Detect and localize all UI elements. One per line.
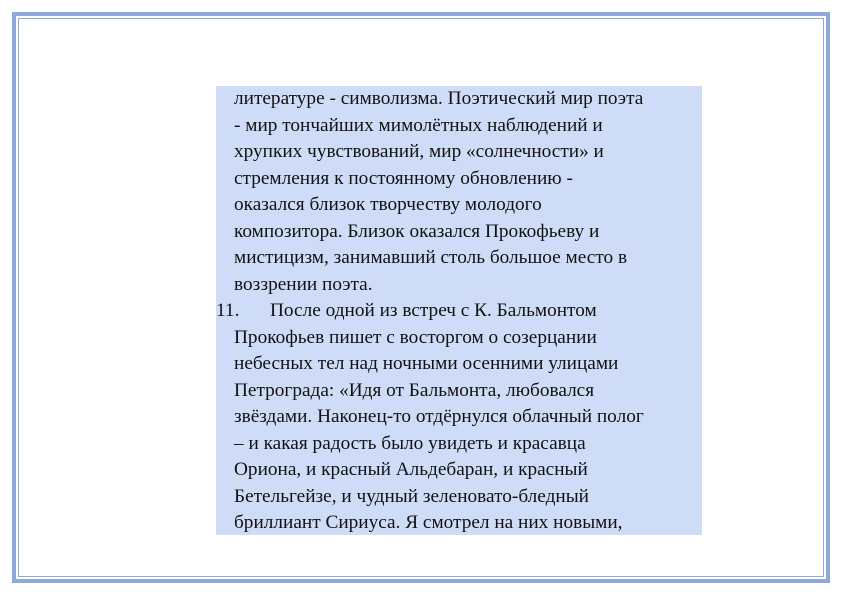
text-line-13: звёздами. Наконец-то отдёрнулся облачный полог <box>234 406 644 427</box>
slide-text-block <box>216 86 702 535</box>
text-line-10: Прокофьев пишет с восторгом о созерцании <box>234 326 597 348</box>
text-line-3: хрупких чувствований, мир «солнечности» и <box>234 141 604 162</box>
text-line-14: – и какая радость было увидеть и красавца <box>234 432 586 454</box>
text-line-16: Бетельгейзе, и чудный зеленовато-бледный <box>234 485 589 507</box>
text-line-6: композитора. Близок оказался Прокофьеву и <box>234 220 600 242</box>
paragraph-number: 11. <box>216 300 240 321</box>
text-line-8: воззрении поэта. <box>234 273 373 295</box>
text-line-5: оказался близок творчеству молодого <box>234 194 542 215</box>
text-line-15: Ориона, и красный Альдебаран, и красный <box>234 459 588 480</box>
text-line-12: Петрограда: «Идя от Бальмонта, любовался <box>234 379 595 401</box>
text-line-7: мистицизм, занимавший столь большое место в <box>234 247 628 268</box>
text-line-9: После одной из встреч с К. Бальмонтом <box>270 300 597 321</box>
text-line-4: стремления к постоянному обновлению - <box>234 167 573 189</box>
text-line-17: бриллиант Сириуса. Я смотрел на них новыми, <box>234 512 623 533</box>
text-line-1: литературе - символизма. Поэтический мир поэта <box>234 88 644 109</box>
text-line-11: небесных тел над ночными осенними улицами <box>234 353 619 374</box>
text-line-2: - мир тончайших мимолётных наблюдений и <box>234 114 603 136</box>
